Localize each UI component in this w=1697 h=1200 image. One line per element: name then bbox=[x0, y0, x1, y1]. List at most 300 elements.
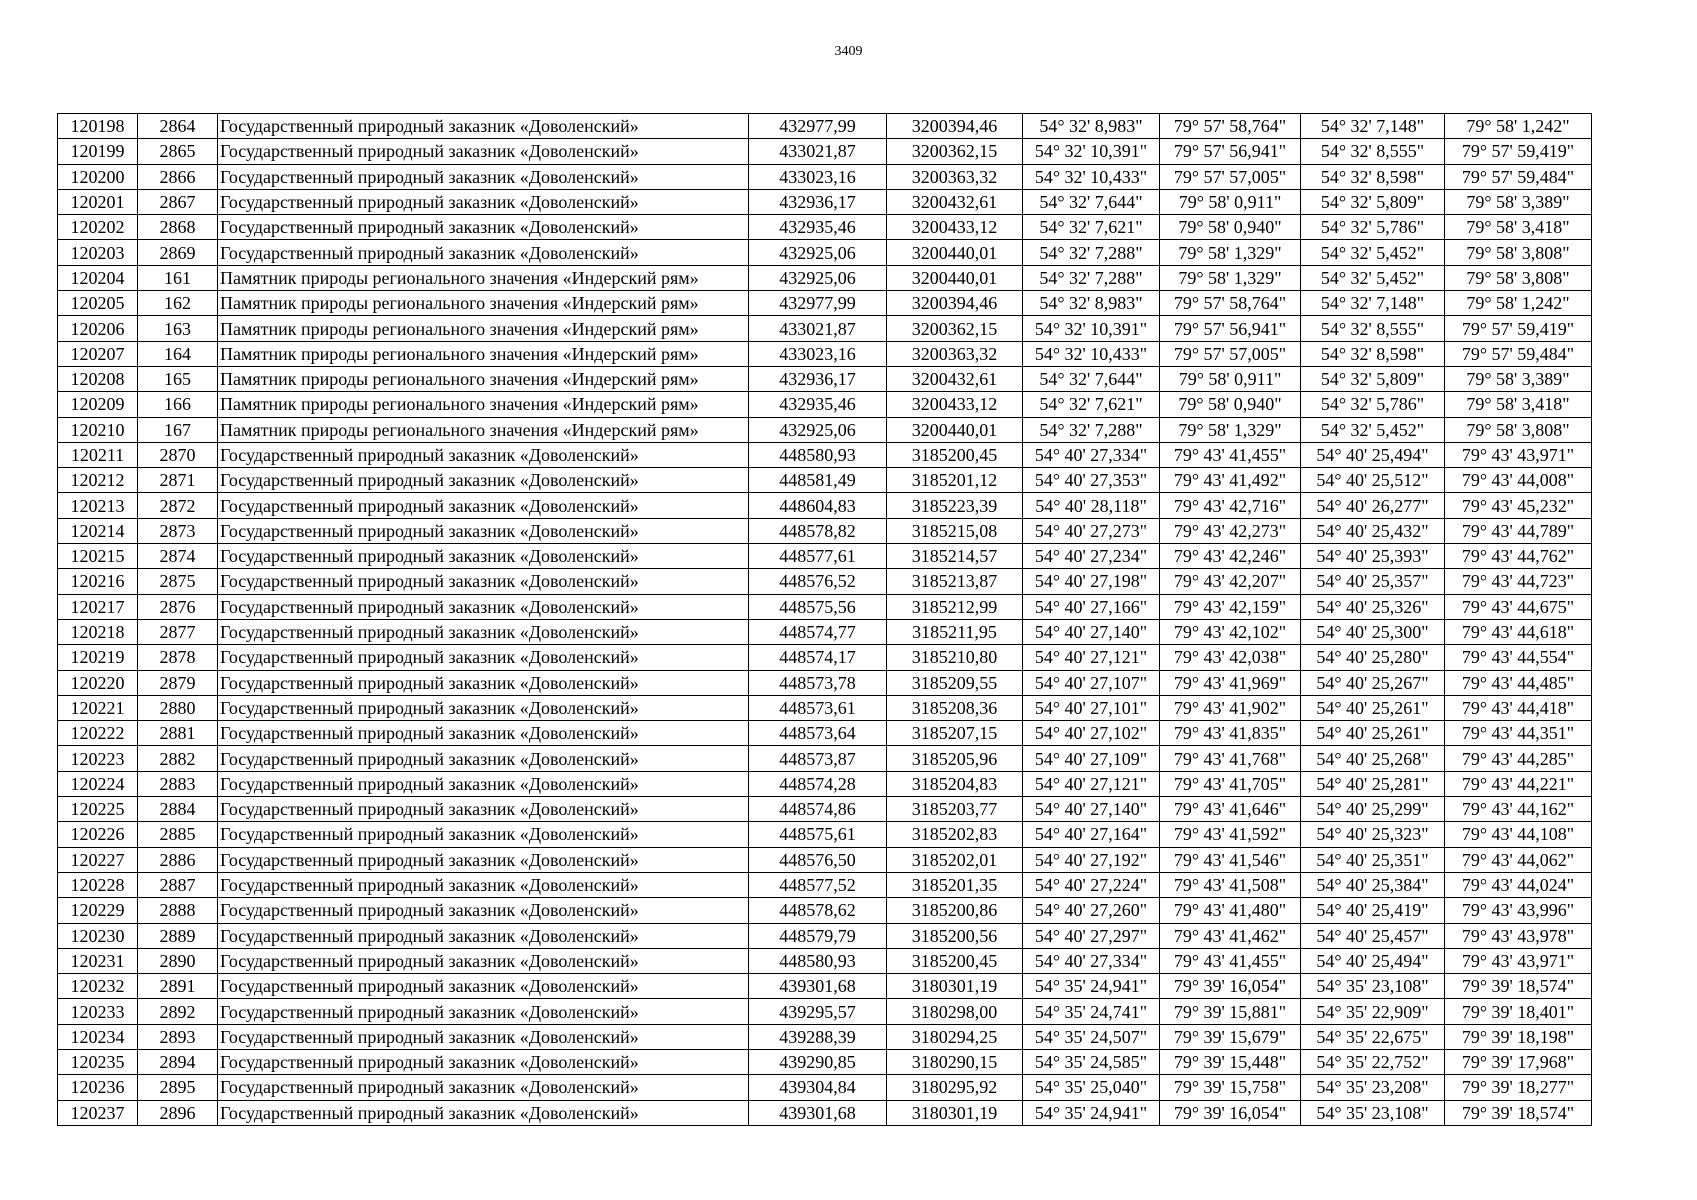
longitude-1-cell: 79° 43' 41,455" bbox=[1160, 442, 1301, 467]
table-row bbox=[58, 189, 1592, 214]
row-id-cell: 120205 bbox=[58, 291, 138, 316]
y-coordinate-cell: 3185202,83 bbox=[887, 822, 1023, 847]
point-number-cell: 161 bbox=[138, 265, 218, 290]
row-id-cell: 120236 bbox=[58, 1075, 138, 1100]
longitude-1-cell: 79° 39' 16,054" bbox=[1160, 1100, 1301, 1125]
longitude-1-cell: 79° 43' 41,646" bbox=[1160, 797, 1301, 822]
table-row bbox=[58, 594, 1592, 619]
longitude-1-cell: 79° 43' 42,246" bbox=[1160, 544, 1301, 569]
y-coordinate-cell: 3185213,87 bbox=[887, 569, 1023, 594]
table-row bbox=[58, 923, 1592, 948]
table-row bbox=[58, 797, 1592, 822]
object-name-cell: Государственный природный заказник «Доволенский» bbox=[218, 948, 749, 973]
longitude-2-cell: 79° 43' 44,351" bbox=[1445, 721, 1592, 746]
latitude-2-cell: 54° 35' 23,108" bbox=[1301, 974, 1445, 999]
row-id-cell: 120216 bbox=[58, 569, 138, 594]
point-number-cell: 2878 bbox=[138, 645, 218, 670]
latitude-2-cell: 54° 32' 5,452" bbox=[1301, 240, 1445, 265]
coordinates-table bbox=[57, 113, 1592, 1126]
row-id-cell: 120235 bbox=[58, 1049, 138, 1074]
object-name-cell: Памятник природы регионального значения «Индерский рям» bbox=[218, 341, 749, 366]
point-number-cell: 2887 bbox=[138, 872, 218, 897]
row-id-cell: 120198 bbox=[58, 114, 138, 139]
latitude-2-cell: 54° 32' 8,598" bbox=[1301, 164, 1445, 189]
latitude-1-cell: 54° 35' 24,507" bbox=[1023, 1024, 1160, 1049]
latitude-1-cell: 54° 40' 27,334" bbox=[1023, 948, 1160, 973]
y-coordinate-cell: 3200394,46 bbox=[887, 114, 1023, 139]
object-name-cell: Государственный природный заказник «Доволенский» bbox=[218, 189, 749, 214]
x-coordinate-cell: 433021,87 bbox=[749, 316, 887, 341]
row-id-cell: 120222 bbox=[58, 721, 138, 746]
x-coordinate-cell: 448575,56 bbox=[749, 594, 887, 619]
longitude-1-cell: 79° 43' 42,159" bbox=[1160, 594, 1301, 619]
table-row bbox=[58, 366, 1592, 391]
latitude-2-cell: 54° 40' 25,432" bbox=[1301, 518, 1445, 543]
latitude-1-cell: 54° 32' 7,288" bbox=[1023, 417, 1160, 442]
y-coordinate-cell: 3185212,99 bbox=[887, 594, 1023, 619]
table-row bbox=[58, 898, 1592, 923]
table-row bbox=[58, 291, 1592, 316]
y-coordinate-cell: 3200394,46 bbox=[887, 291, 1023, 316]
row-id-cell: 120225 bbox=[58, 797, 138, 822]
latitude-2-cell: 54° 35' 23,208" bbox=[1301, 1075, 1445, 1100]
y-coordinate-cell: 3185202,01 bbox=[887, 847, 1023, 872]
row-id-cell: 120201 bbox=[58, 189, 138, 214]
table-row bbox=[58, 822, 1592, 847]
point-number-cell: 2867 bbox=[138, 189, 218, 214]
point-number-cell: 2869 bbox=[138, 240, 218, 265]
x-coordinate-cell: 432936,17 bbox=[749, 189, 887, 214]
row-id-cell: 120229 bbox=[58, 898, 138, 923]
longitude-2-cell: 79° 43' 43,996" bbox=[1445, 898, 1592, 923]
x-coordinate-cell: 439301,68 bbox=[749, 974, 887, 999]
latitude-1-cell: 54° 40' 27,353" bbox=[1023, 468, 1160, 493]
row-id-cell: 120206 bbox=[58, 316, 138, 341]
latitude-2-cell: 54° 40' 25,457" bbox=[1301, 923, 1445, 948]
longitude-2-cell: 79° 43' 44,789" bbox=[1445, 518, 1592, 543]
latitude-1-cell: 54° 40' 27,107" bbox=[1023, 670, 1160, 695]
point-number-cell: 2880 bbox=[138, 695, 218, 720]
longitude-1-cell: 79° 43' 41,705" bbox=[1160, 771, 1301, 796]
y-coordinate-cell: 3200433,12 bbox=[887, 392, 1023, 417]
row-id-cell: 120210 bbox=[58, 417, 138, 442]
latitude-2-cell: 54° 35' 22,752" bbox=[1301, 1049, 1445, 1074]
latitude-1-cell: 54° 35' 24,941" bbox=[1023, 1100, 1160, 1125]
y-coordinate-cell: 3185209,55 bbox=[887, 670, 1023, 695]
y-coordinate-cell: 3185200,56 bbox=[887, 923, 1023, 948]
latitude-2-cell: 54° 32' 5,809" bbox=[1301, 189, 1445, 214]
latitude-2-cell: 54° 40' 25,268" bbox=[1301, 746, 1445, 771]
x-coordinate-cell: 432925,06 bbox=[749, 265, 887, 290]
y-coordinate-cell: 3180301,19 bbox=[887, 974, 1023, 999]
object-name-cell: Государственный природный заказник «Доволенский» bbox=[218, 468, 749, 493]
y-coordinate-cell: 3180301,19 bbox=[887, 1100, 1023, 1125]
longitude-2-cell: 79° 58' 3,808" bbox=[1445, 240, 1592, 265]
latitude-1-cell: 54° 32' 7,621" bbox=[1023, 215, 1160, 240]
latitude-2-cell: 54° 32' 5,452" bbox=[1301, 417, 1445, 442]
point-number-cell: 2876 bbox=[138, 594, 218, 619]
latitude-2-cell: 54° 40' 25,384" bbox=[1301, 872, 1445, 897]
object-name-cell: Государственный природный заказник «Доволенский» bbox=[218, 645, 749, 670]
object-name-cell: Государственный природный заказник «Доволенский» bbox=[218, 442, 749, 467]
y-coordinate-cell: 3200440,01 bbox=[887, 417, 1023, 442]
table-row bbox=[58, 1100, 1592, 1125]
longitude-2-cell: 79° 39' 17,968" bbox=[1445, 1049, 1592, 1074]
latitude-2-cell: 54° 40' 25,281" bbox=[1301, 771, 1445, 796]
point-number-cell: 2871 bbox=[138, 468, 218, 493]
point-number-cell: 166 bbox=[138, 392, 218, 417]
object-name-cell: Памятник природы регионального значения «Индерский рям» bbox=[218, 291, 749, 316]
point-number-cell: 2892 bbox=[138, 999, 218, 1024]
longitude-2-cell: 79° 58' 1,242" bbox=[1445, 114, 1592, 139]
x-coordinate-cell: 448574,17 bbox=[749, 645, 887, 670]
row-id-cell: 120220 bbox=[58, 670, 138, 695]
longitude-2-cell: 79° 43' 43,971" bbox=[1445, 442, 1592, 467]
longitude-1-cell: 79° 43' 41,902" bbox=[1160, 695, 1301, 720]
table-row bbox=[58, 265, 1592, 290]
longitude-2-cell: 79° 43' 44,418" bbox=[1445, 695, 1592, 720]
y-coordinate-cell: 3200362,15 bbox=[887, 139, 1023, 164]
x-coordinate-cell: 432935,46 bbox=[749, 392, 887, 417]
longitude-1-cell: 79° 57' 56,941" bbox=[1160, 139, 1301, 164]
y-coordinate-cell: 3185223,39 bbox=[887, 493, 1023, 518]
y-coordinate-cell: 3185207,15 bbox=[887, 721, 1023, 746]
latitude-1-cell: 54° 35' 25,040" bbox=[1023, 1075, 1160, 1100]
row-id-cell: 120203 bbox=[58, 240, 138, 265]
row-id-cell: 120217 bbox=[58, 594, 138, 619]
x-coordinate-cell: 439304,84 bbox=[749, 1075, 887, 1100]
latitude-1-cell: 54° 40' 27,260" bbox=[1023, 898, 1160, 923]
longitude-1-cell: 79° 58' 1,329" bbox=[1160, 265, 1301, 290]
latitude-1-cell: 54° 32' 8,983" bbox=[1023, 114, 1160, 139]
object-name-cell: Государственный природный заказник «Доволенский» bbox=[218, 544, 749, 569]
longitude-1-cell: 79° 43' 42,038" bbox=[1160, 645, 1301, 670]
y-coordinate-cell: 3200432,61 bbox=[887, 366, 1023, 391]
table-row bbox=[58, 695, 1592, 720]
longitude-1-cell: 79° 43' 41,835" bbox=[1160, 721, 1301, 746]
x-coordinate-cell: 448604,83 bbox=[749, 493, 887, 518]
point-number-cell: 2896 bbox=[138, 1100, 218, 1125]
latitude-1-cell: 54° 40' 27,121" bbox=[1023, 645, 1160, 670]
point-number-cell: 2881 bbox=[138, 721, 218, 746]
longitude-2-cell: 79° 58' 3,389" bbox=[1445, 189, 1592, 214]
latitude-2-cell: 54° 40' 25,512" bbox=[1301, 468, 1445, 493]
latitude-1-cell: 54° 40' 27,198" bbox=[1023, 569, 1160, 594]
longitude-2-cell: 79° 39' 18,198" bbox=[1445, 1024, 1592, 1049]
y-coordinate-cell: 3185214,57 bbox=[887, 544, 1023, 569]
y-coordinate-cell: 3180298,00 bbox=[887, 999, 1023, 1024]
longitude-1-cell: 79° 43' 41,492" bbox=[1160, 468, 1301, 493]
longitude-1-cell: 79° 43' 41,508" bbox=[1160, 872, 1301, 897]
latitude-2-cell: 54° 40' 25,326" bbox=[1301, 594, 1445, 619]
y-coordinate-cell: 3200440,01 bbox=[887, 240, 1023, 265]
longitude-1-cell: 79° 43' 41,969" bbox=[1160, 670, 1301, 695]
x-coordinate-cell: 432925,06 bbox=[749, 240, 887, 265]
page-number: 3409 bbox=[834, 44, 863, 59]
latitude-1-cell: 54° 32' 10,391" bbox=[1023, 316, 1160, 341]
object-name-cell: Государственный природный заказник «Доволенский» bbox=[218, 1024, 749, 1049]
object-name-cell: Государственный природный заказник «Доволенский» bbox=[218, 999, 749, 1024]
latitude-1-cell: 54° 40' 27,102" bbox=[1023, 721, 1160, 746]
point-number-cell: 165 bbox=[138, 366, 218, 391]
latitude-1-cell: 54° 40' 27,224" bbox=[1023, 872, 1160, 897]
y-coordinate-cell: 3185201,35 bbox=[887, 872, 1023, 897]
table-row bbox=[58, 569, 1592, 594]
longitude-1-cell: 79° 57' 58,764" bbox=[1160, 114, 1301, 139]
x-coordinate-cell: 432925,06 bbox=[749, 417, 887, 442]
latitude-1-cell: 54° 32' 10,433" bbox=[1023, 164, 1160, 189]
table-row bbox=[58, 240, 1592, 265]
row-id-cell: 120224 bbox=[58, 771, 138, 796]
y-coordinate-cell: 3180294,25 bbox=[887, 1024, 1023, 1049]
y-coordinate-cell: 3185200,45 bbox=[887, 442, 1023, 467]
object-name-cell: Государственный природный заказник «Доволенский» bbox=[218, 1100, 749, 1125]
longitude-2-cell: 79° 58' 3,418" bbox=[1445, 392, 1592, 417]
longitude-2-cell: 79° 43' 44,675" bbox=[1445, 594, 1592, 619]
latitude-1-cell: 54° 32' 10,433" bbox=[1023, 341, 1160, 366]
latitude-2-cell: 54° 40' 25,419" bbox=[1301, 898, 1445, 923]
row-id-cell: 120223 bbox=[58, 746, 138, 771]
object-name-cell: Памятник природы регионального значения «Индерский рям» bbox=[218, 316, 749, 341]
latitude-2-cell: 54° 40' 25,261" bbox=[1301, 695, 1445, 720]
y-coordinate-cell: 3185210,80 bbox=[887, 645, 1023, 670]
latitude-1-cell: 54° 40' 27,164" bbox=[1023, 822, 1160, 847]
longitude-2-cell: 79° 43' 44,762" bbox=[1445, 544, 1592, 569]
x-coordinate-cell: 432935,46 bbox=[749, 215, 887, 240]
point-number-cell: 2864 bbox=[138, 114, 218, 139]
longitude-1-cell: 79° 43' 42,207" bbox=[1160, 569, 1301, 594]
longitude-1-cell: 79° 43' 41,546" bbox=[1160, 847, 1301, 872]
latitude-2-cell: 54° 40' 25,494" bbox=[1301, 442, 1445, 467]
latitude-2-cell: 54° 32' 8,555" bbox=[1301, 139, 1445, 164]
row-id-cell: 120211 bbox=[58, 442, 138, 467]
object-name-cell: Государственный природный заказник «Доволенский» bbox=[218, 872, 749, 897]
table-row bbox=[58, 544, 1592, 569]
latitude-1-cell: 54° 40' 28,118" bbox=[1023, 493, 1160, 518]
latitude-1-cell: 54° 40' 27,297" bbox=[1023, 923, 1160, 948]
latitude-1-cell: 54° 40' 27,234" bbox=[1023, 544, 1160, 569]
latitude-2-cell: 54° 40' 25,280" bbox=[1301, 645, 1445, 670]
table-row bbox=[58, 1049, 1592, 1074]
latitude-2-cell: 54° 35' 22,675" bbox=[1301, 1024, 1445, 1049]
table-row bbox=[58, 215, 1592, 240]
object-name-cell: Государственный природный заказник «Доволенский» bbox=[218, 923, 749, 948]
latitude-2-cell: 54° 40' 25,323" bbox=[1301, 822, 1445, 847]
row-id-cell: 120218 bbox=[58, 619, 138, 644]
row-id-cell: 120227 bbox=[58, 847, 138, 872]
point-number-cell: 2895 bbox=[138, 1075, 218, 1100]
table-row bbox=[58, 847, 1592, 872]
y-coordinate-cell: 3185203,77 bbox=[887, 797, 1023, 822]
latitude-1-cell: 54° 32' 8,983" bbox=[1023, 291, 1160, 316]
object-name-cell: Государственный природный заказник «Доволенский» bbox=[218, 898, 749, 923]
longitude-1-cell: 79° 58' 0,911" bbox=[1160, 366, 1301, 391]
object-name-cell: Государственный природный заказник «Доволенский» bbox=[218, 847, 749, 872]
table-row bbox=[58, 392, 1592, 417]
latitude-2-cell: 54° 40' 25,299" bbox=[1301, 797, 1445, 822]
longitude-1-cell: 79° 43' 41,592" bbox=[1160, 822, 1301, 847]
longitude-1-cell: 79° 58' 1,329" bbox=[1160, 240, 1301, 265]
longitude-2-cell: 79° 43' 44,285" bbox=[1445, 746, 1592, 771]
latitude-2-cell: 54° 32' 7,148" bbox=[1301, 114, 1445, 139]
y-coordinate-cell: 3185200,86 bbox=[887, 898, 1023, 923]
y-coordinate-cell: 3180290,15 bbox=[887, 1049, 1023, 1074]
longitude-1-cell: 79° 39' 15,881" bbox=[1160, 999, 1301, 1024]
object-name-cell: Государственный природный заказник «Доволенский» bbox=[218, 797, 749, 822]
x-coordinate-cell: 448574,28 bbox=[749, 771, 887, 796]
x-coordinate-cell: 448575,61 bbox=[749, 822, 887, 847]
longitude-2-cell: 79° 43' 44,554" bbox=[1445, 645, 1592, 670]
point-number-cell: 2873 bbox=[138, 518, 218, 543]
point-number-cell: 2889 bbox=[138, 923, 218, 948]
latitude-1-cell: 54° 40' 27,140" bbox=[1023, 797, 1160, 822]
longitude-1-cell: 79° 57' 56,941" bbox=[1160, 316, 1301, 341]
x-coordinate-cell: 432936,17 bbox=[749, 366, 887, 391]
latitude-2-cell: 54° 32' 5,786" bbox=[1301, 392, 1445, 417]
longitude-2-cell: 79° 58' 3,389" bbox=[1445, 366, 1592, 391]
object-name-cell: Государственный природный заказник «Доволенский» bbox=[218, 771, 749, 796]
x-coordinate-cell: 433023,16 bbox=[749, 164, 887, 189]
object-name-cell: Государственный природный заказник «Доволенский» bbox=[218, 240, 749, 265]
table-body bbox=[58, 114, 1592, 1126]
point-number-cell: 2868 bbox=[138, 215, 218, 240]
x-coordinate-cell: 448576,50 bbox=[749, 847, 887, 872]
longitude-2-cell: 79° 43' 44,062" bbox=[1445, 847, 1592, 872]
y-coordinate-cell: 3185211,95 bbox=[887, 619, 1023, 644]
latitude-2-cell: 54° 40' 26,277" bbox=[1301, 493, 1445, 518]
longitude-1-cell: 79° 39' 15,758" bbox=[1160, 1075, 1301, 1100]
x-coordinate-cell: 439290,85 bbox=[749, 1049, 887, 1074]
point-number-cell: 2866 bbox=[138, 164, 218, 189]
longitude-1-cell: 79° 43' 41,768" bbox=[1160, 746, 1301, 771]
y-coordinate-cell: 3185215,08 bbox=[887, 518, 1023, 543]
x-coordinate-cell: 448579,79 bbox=[749, 923, 887, 948]
longitude-2-cell: 79° 43' 43,971" bbox=[1445, 948, 1592, 973]
x-coordinate-cell: 448574,86 bbox=[749, 797, 887, 822]
latitude-1-cell: 54° 32' 7,644" bbox=[1023, 189, 1160, 214]
row-id-cell: 120219 bbox=[58, 645, 138, 670]
latitude-2-cell: 54° 35' 23,108" bbox=[1301, 1100, 1445, 1125]
y-coordinate-cell: 3200433,12 bbox=[887, 215, 1023, 240]
table-row bbox=[58, 1075, 1592, 1100]
longitude-2-cell: 79° 43' 44,618" bbox=[1445, 619, 1592, 644]
longitude-1-cell: 79° 57' 58,764" bbox=[1160, 291, 1301, 316]
table-row bbox=[58, 417, 1592, 442]
longitude-2-cell: 79° 43' 44,108" bbox=[1445, 822, 1592, 847]
row-id-cell: 120233 bbox=[58, 999, 138, 1024]
longitude-2-cell: 79° 58' 3,418" bbox=[1445, 215, 1592, 240]
longitude-1-cell: 79° 43' 42,716" bbox=[1160, 493, 1301, 518]
x-coordinate-cell: 448574,77 bbox=[749, 619, 887, 644]
table-row bbox=[58, 114, 1592, 139]
x-coordinate-cell: 439288,39 bbox=[749, 1024, 887, 1049]
table-row bbox=[58, 341, 1592, 366]
object-name-cell: Памятник природы регионального значения «Индерский рям» bbox=[218, 392, 749, 417]
x-coordinate-cell: 448573,78 bbox=[749, 670, 887, 695]
point-number-cell: 2883 bbox=[138, 771, 218, 796]
table-row bbox=[58, 974, 1592, 999]
x-coordinate-cell: 448573,87 bbox=[749, 746, 887, 771]
row-id-cell: 120230 bbox=[58, 923, 138, 948]
longitude-2-cell: 79° 43' 44,221" bbox=[1445, 771, 1592, 796]
table-row bbox=[58, 468, 1592, 493]
longitude-2-cell: 79° 57' 59,419" bbox=[1445, 139, 1592, 164]
table-row bbox=[58, 999, 1592, 1024]
longitude-1-cell: 79° 58' 0,911" bbox=[1160, 189, 1301, 214]
row-id-cell: 120214 bbox=[58, 518, 138, 543]
longitude-2-cell: 79° 57' 59,419" bbox=[1445, 316, 1592, 341]
y-coordinate-cell: 3185201,12 bbox=[887, 468, 1023, 493]
table-row bbox=[58, 771, 1592, 796]
longitude-1-cell: 79° 39' 15,679" bbox=[1160, 1024, 1301, 1049]
latitude-2-cell: 54° 40' 25,300" bbox=[1301, 619, 1445, 644]
x-coordinate-cell: 433023,16 bbox=[749, 341, 887, 366]
point-number-cell: 2875 bbox=[138, 569, 218, 594]
row-id-cell: 120228 bbox=[58, 872, 138, 897]
x-coordinate-cell: 448573,64 bbox=[749, 721, 887, 746]
object-name-cell: Памятник природы регионального значения «Индерский рям» bbox=[218, 417, 749, 442]
x-coordinate-cell: 448576,52 bbox=[749, 569, 887, 594]
x-coordinate-cell: 448580,93 bbox=[749, 948, 887, 973]
table-row bbox=[58, 139, 1592, 164]
x-coordinate-cell: 439295,57 bbox=[749, 999, 887, 1024]
point-number-cell: 2882 bbox=[138, 746, 218, 771]
row-id-cell: 120207 bbox=[58, 341, 138, 366]
object-name-cell: Государственный природный заказник «Доволенский» bbox=[218, 1049, 749, 1074]
longitude-2-cell: 79° 57' 59,484" bbox=[1445, 341, 1592, 366]
longitude-2-cell: 79° 43' 44,162" bbox=[1445, 797, 1592, 822]
point-number-cell: 2893 bbox=[138, 1024, 218, 1049]
row-id-cell: 120204 bbox=[58, 265, 138, 290]
y-coordinate-cell: 3200432,61 bbox=[887, 189, 1023, 214]
table-row bbox=[58, 1024, 1592, 1049]
longitude-1-cell: 79° 58' 0,940" bbox=[1160, 392, 1301, 417]
longitude-1-cell: 79° 43' 42,102" bbox=[1160, 619, 1301, 644]
object-name-cell: Государственный природный заказник «Доволенский» bbox=[218, 695, 749, 720]
longitude-2-cell: 79° 39' 18,574" bbox=[1445, 974, 1592, 999]
longitude-2-cell: 79° 58' 3,808" bbox=[1445, 265, 1592, 290]
point-number-cell: 2888 bbox=[138, 898, 218, 923]
point-number-cell: 162 bbox=[138, 291, 218, 316]
x-coordinate-cell: 439301,68 bbox=[749, 1100, 887, 1125]
point-number-cell: 2891 bbox=[138, 974, 218, 999]
x-coordinate-cell: 448578,62 bbox=[749, 898, 887, 923]
y-coordinate-cell: 3180295,92 bbox=[887, 1075, 1023, 1100]
longitude-1-cell: 79° 39' 15,448" bbox=[1160, 1049, 1301, 1074]
table-row bbox=[58, 948, 1592, 973]
row-id-cell: 120232 bbox=[58, 974, 138, 999]
latitude-1-cell: 54° 40' 27,121" bbox=[1023, 771, 1160, 796]
latitude-1-cell: 54° 32' 7,288" bbox=[1023, 240, 1160, 265]
longitude-1-cell: 79° 43' 41,480" bbox=[1160, 898, 1301, 923]
latitude-2-cell: 54° 40' 25,351" bbox=[1301, 847, 1445, 872]
latitude-1-cell: 54° 40' 27,273" bbox=[1023, 518, 1160, 543]
longitude-2-cell: 79° 43' 45,232" bbox=[1445, 493, 1592, 518]
point-number-cell: 2877 bbox=[138, 619, 218, 644]
latitude-2-cell: 54° 32' 5,452" bbox=[1301, 265, 1445, 290]
y-coordinate-cell: 3185205,96 bbox=[887, 746, 1023, 771]
y-coordinate-cell: 3200363,32 bbox=[887, 341, 1023, 366]
point-number-cell: 2870 bbox=[138, 442, 218, 467]
latitude-1-cell: 54° 40' 27,166" bbox=[1023, 594, 1160, 619]
longitude-1-cell: 79° 58' 1,329" bbox=[1160, 417, 1301, 442]
table-row bbox=[58, 670, 1592, 695]
x-coordinate-cell: 448577,61 bbox=[749, 544, 887, 569]
table-row bbox=[58, 493, 1592, 518]
longitude-1-cell: 79° 43' 41,462" bbox=[1160, 923, 1301, 948]
longitude-1-cell: 79° 57' 57,005" bbox=[1160, 341, 1301, 366]
object-name-cell: Памятник природы регионального значения «Индерский рям» bbox=[218, 366, 749, 391]
